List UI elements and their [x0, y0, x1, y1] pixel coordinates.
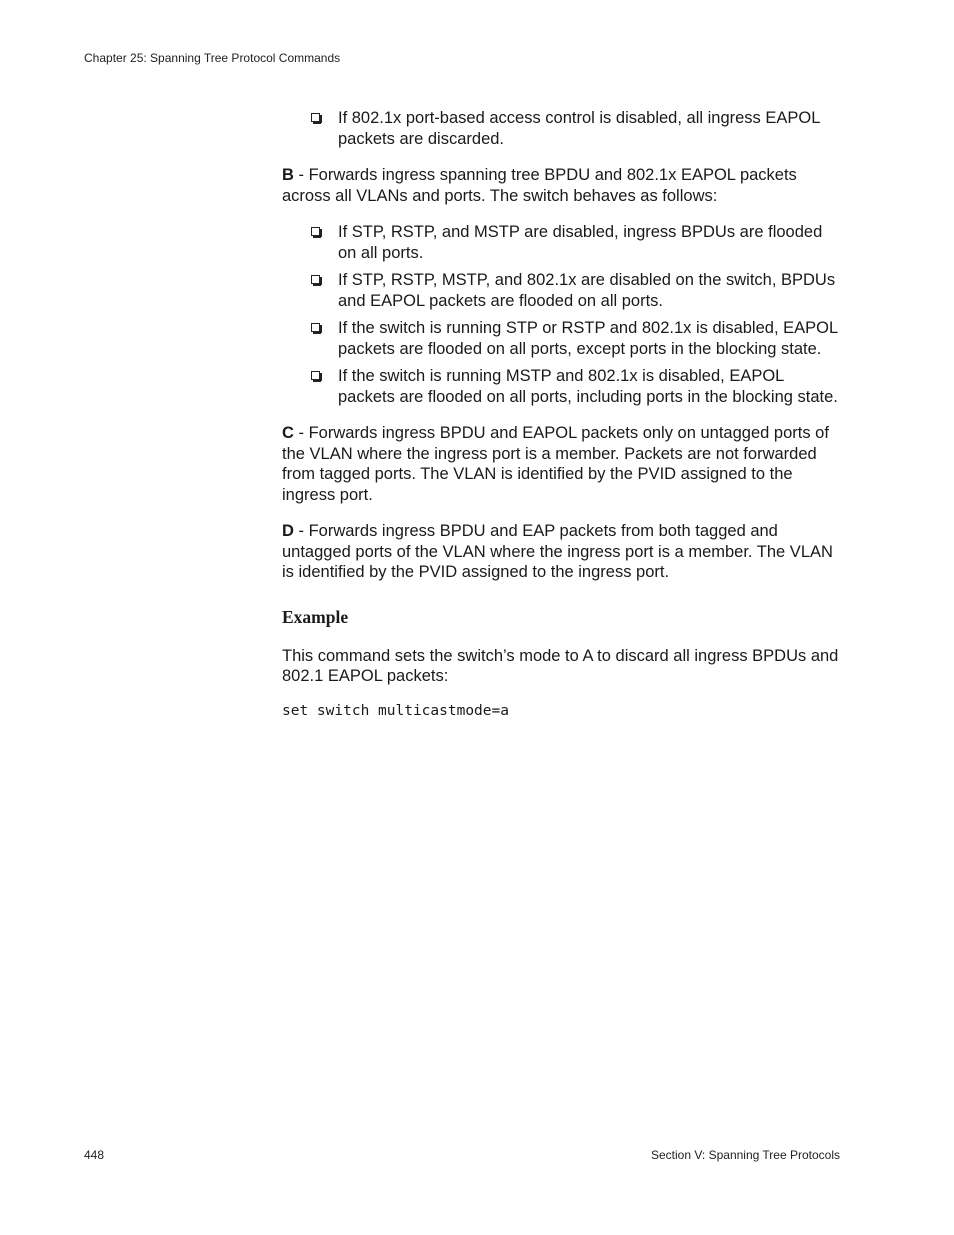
- example-heading: Example: [282, 606, 349, 627]
- list-item-text: If the switch is running STP or RSTP and 802.1x is disabled, EAPOL packets are flooded on all ports, except ports in the blocking state.: [338, 319, 838, 358]
- paragraph-text: - Forwards ingress BPDU and EAPOL packets only on untagged ports of the VLAN where the ingress port is a member. Packets are not forwarded from tagged ports. The VLAN is identified by the PVID assigned to the ingress port.: [282, 424, 829, 504]
- page-content: [282, 108, 842, 719]
- option-label: C: [282, 424, 294, 442]
- bullet-list-b: [282, 222, 842, 407]
- paragraph-text: - Forwards ingress BPDU and EAP packets from both tagged and untagged ports of the VLAN where the ingress port is a member. The VLAN is identified by the PVID assigned to the ingress port.: [282, 522, 833, 581]
- list-item-text: If STP, RSTP, MSTP, and 802.1x are disabled on the switch, BPDUs and EAPOL packets are flooded on all ports.: [338, 271, 836, 310]
- list-item-text: If the switch is running MSTP and 802.1x is disabled, EAPOL packets are flooded on all ports, including ports in the blocking state.: [338, 367, 838, 406]
- square-bullet-icon: [311, 275, 320, 284]
- bullet-list-a: [282, 108, 842, 149]
- option-label: B: [282, 166, 294, 184]
- paragraph-b: [282, 165, 842, 206]
- paragraph-c: [282, 423, 842, 505]
- list-item: [282, 222, 842, 263]
- running-header: Chapter 25: Spanning Tree Protocol Commands: [84, 51, 341, 65]
- square-bullet-icon: [311, 371, 320, 380]
- page-number: 448: [84, 1148, 105, 1162]
- paragraph-text: - Forwards ingress spanning tree BPDU and 802.1x EAPOL packets across all VLANs and ports. The switch behaves as follows:: [282, 166, 797, 205]
- list-item: [282, 108, 842, 149]
- list-item-text: If STP, RSTP, and MSTP are disabled, ingress BPDUs are flooded on all ports.: [338, 223, 823, 262]
- list-item: [282, 270, 842, 311]
- paragraph-d: [282, 521, 842, 583]
- list-item-text: If 802.1x port-based access control is disabled, all ingress EAPOL packets are discarded.: [338, 109, 820, 148]
- square-bullet-icon: [311, 227, 320, 236]
- list-item: [282, 366, 842, 407]
- footer-section-title: Section V: Spanning Tree Protocols: [651, 1148, 840, 1162]
- list-item: [282, 318, 842, 359]
- example-command: set switch multicastmode=a: [282, 702, 509, 719]
- example-description: This command sets the switch’s mode to A to discard all ingress BPDUs and 802.1 EAPOL packets:: [282, 646, 839, 685]
- option-label: D: [282, 522, 294, 540]
- square-bullet-icon: [311, 113, 320, 122]
- square-bullet-icon: [311, 323, 320, 332]
